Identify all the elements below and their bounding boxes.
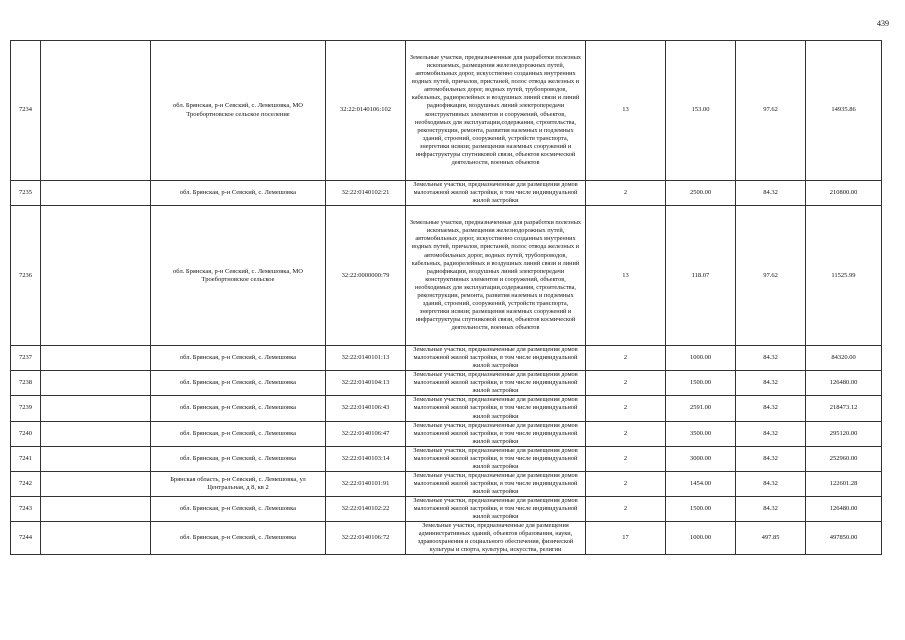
table-row (11, 496, 882, 521)
cadastral-value-table (10, 40, 882, 555)
address-cell: обл. Брянская, р-н Севский, с. Лемешовка (151, 181, 326, 206)
cadastral-number-cell: 32:22:0140104:13 (326, 371, 406, 396)
blank-cell (41, 346, 151, 371)
group-cell: 13 (586, 41, 666, 181)
specific-value-cell: 84.32 (736, 396, 806, 421)
cadastral-value-cell: 252960.00 (806, 446, 882, 471)
group-cell: 13 (586, 206, 666, 346)
cadastral-number-cell: 32:22:0140106:43 (326, 396, 406, 421)
specific-value-cell: 84.32 (736, 181, 806, 206)
cadastral-number-cell: 32:22:0140106:47 (326, 421, 406, 446)
row-number-cell: 7241 (11, 446, 41, 471)
blank-cell (41, 522, 151, 555)
area-cell: 3500.00 (666, 421, 736, 446)
cadastral-number-cell: 32:22:0140106:72 (326, 522, 406, 555)
row-number-cell: 7237 (11, 346, 41, 371)
row-number-cell: 7239 (11, 396, 41, 421)
row-number-cell: 7244 (11, 522, 41, 555)
blank-cell (41, 421, 151, 446)
address-cell: обл. Брянская, р-н Севский, с. Лемешовка (151, 346, 326, 371)
land-use-description-cell: Земельные участки, предназначенные для размещения домов малоэтажной жилой застройки, в том числе индивидуальной жилой застройки (406, 181, 586, 206)
row-number-cell: 7240 (11, 421, 41, 446)
group-cell: 2 (586, 181, 666, 206)
area-cell: 1000.00 (666, 346, 736, 371)
table-row (11, 346, 882, 371)
cadastral-value-cell: 14935.86 (806, 41, 882, 181)
table-body (11, 41, 882, 555)
table-row (11, 206, 882, 346)
land-use-description-cell: Земельные участки, предназначенные для разработки полезных ископаемых, размещения железнодорожных путей, автомобильных дорог, искусственно созданных внутренних водных путей, причалов, пристаней, полос отвода железных и автомобильных дорог, водных путей, трубопроводов, кабельных, радиорелейных и воздушных линий связи и линий радиофикации, воздушных линий электропередачи конструктивных элементов и сооружений, объектов, необходимых для эксплуатации,содержания, строительства, реконструкции, ремонта, развития наземных и подземных зданий, строений, сооружений, устройств транспорта, энергетики исвязи; размещения наземных сооружений и инфраструктуры спутниковой связи, объектов космической деятельности, военных объектов (406, 41, 586, 181)
area-cell: 2591.00 (666, 396, 736, 421)
specific-value-cell: 84.32 (736, 446, 806, 471)
area-cell: 3000.00 (666, 446, 736, 471)
area-cell: 1500.00 (666, 496, 736, 521)
row-number-cell: 7243 (11, 496, 41, 521)
row-number-cell: 7238 (11, 371, 41, 396)
cadastral-number-cell: 32:22:0140103:14 (326, 446, 406, 471)
cadastral-value-cell: 210800.00 (806, 181, 882, 206)
address-cell: обл. Брянская, р-н Севский, с. Лемешовка (151, 371, 326, 396)
row-number-cell: 7236 (11, 206, 41, 346)
specific-value-cell: 97.62 (736, 41, 806, 181)
address-cell: обл. Брянская, р-н Севский, с. Лемешовка (151, 421, 326, 446)
area-cell: 1500.00 (666, 371, 736, 396)
land-use-description-cell: Земельные участки, предназначенные для разработки полезных ископаемых, размещения железнодорожных путей, автомобильных дорог, искусственно созданных внутренних водных путей, причалов, пристаней, полос отвода железных и автомобильных дорог, водных путей, трубопроводов, кабельных, радиорелейных и воздушных линий связи и линий радиофикации, воздушных линий электропередачи конструктивных элементов и сооружений, объектов, необходимых для эксплуатации,содержания, строительства, реконструкции, ремонта, развития наземных и подземных зданий, строений, сооружений, устройств транспорта, энергетики исвязи; размещения наземных сооружений и инфраструктуры спутниковой связи, объектов космической деятельности, военных объектов (406, 206, 586, 346)
cadastral-number-cell: 32:22:0140101:13 (326, 346, 406, 371)
cadastral-value-cell: 122601.28 (806, 471, 882, 496)
land-use-description-cell: Земельные участки, предназначенные для размещения домов малоэтажной жилой застройки, в том числе индивидуальной жилой застройки (406, 371, 586, 396)
blank-cell (41, 446, 151, 471)
address-cell: обл. Брянская, р-н Севский, с. Лемешовка (151, 496, 326, 521)
blank-cell (41, 496, 151, 521)
land-use-description-cell: Земельные участки, предназначенные для размещения домов малоэтажной жилой застройки, в том числе индивидуальной жилой застройки (406, 496, 586, 521)
cadastral-number-cell: 32:22:0140106:102 (326, 41, 406, 181)
page-number: 439 (877, 19, 889, 28)
address-cell: обл. Брянская, р-н Севский, с. Лемешовка, МО Троебортновское сельское (151, 206, 326, 346)
land-use-description-cell: Земельные участки, предназначенные для размещения домов малоэтажной жилой застройки, в том числе индивидуальной жилой застройки (406, 471, 586, 496)
row-number-cell: 7234 (11, 41, 41, 181)
cadastral-number-cell: 32:22:0140101:91 (326, 471, 406, 496)
blank-cell (41, 41, 151, 181)
table-row (11, 371, 882, 396)
blank-cell (41, 396, 151, 421)
area-cell: 118.07 (666, 206, 736, 346)
land-use-description-cell: Земельные участки, предназначенные для размещения домов малоэтажной жилой застройки, в том числе индивидуальной жилой застройки (406, 346, 586, 371)
land-use-description-cell: Земельные участки, предназначенные для размещения домов малоэтажной жилой застройки, в том числе индивидуальной жилой застройки (406, 396, 586, 421)
group-cell: 2 (586, 471, 666, 496)
cadastral-value-cell: 126480.00 (806, 371, 882, 396)
table-row (11, 446, 882, 471)
specific-value-cell: 84.32 (736, 346, 806, 371)
area-cell: 153.00 (666, 41, 736, 181)
specific-value-cell: 84.32 (736, 471, 806, 496)
address-cell: Брянская область, р-н Севский, с. Лемешовка, ул Центральная, д 8, кв 2 (151, 471, 326, 496)
cadastral-value-cell: 295120.00 (806, 421, 882, 446)
land-use-description-cell: Земельные участки, предназначенные для размещения домов малоэтажной жилой застройки, в том числе индивидуальной жилой застройки (406, 421, 586, 446)
area-cell: 1454.00 (666, 471, 736, 496)
land-use-description-cell: Земельные участки, предназначенные для размещения административных зданий, объектов образования, науки, здравоохранения и социального обеспечения, физической культуры и спорта, культуры, искусства, религии (406, 522, 586, 555)
row-number-cell: 7242 (11, 471, 41, 496)
specific-value-cell: 84.32 (736, 496, 806, 521)
specific-value-cell: 497.85 (736, 522, 806, 555)
group-cell: 2 (586, 371, 666, 396)
blank-cell (41, 206, 151, 346)
cadastral-value-cell: 126480.00 (806, 496, 882, 521)
group-cell: 2 (586, 396, 666, 421)
land-use-description-cell: Земельные участки, предназначенные для размещения домов малоэтажной жилой застройки, в том числе индивидуальной жилой застройки (406, 446, 586, 471)
group-cell: 17 (586, 522, 666, 555)
cadastral-value-cell: 497850.00 (806, 522, 882, 555)
specific-value-cell: 97.62 (736, 206, 806, 346)
cadastral-number-cell: 32:22:0140102:21 (326, 181, 406, 206)
address-cell: обл. Брянская, р-н Севский, с. Лемешовка (151, 396, 326, 421)
cadastral-value-cell: 84320.00 (806, 346, 882, 371)
cadastral-value-cell: 218473.12 (806, 396, 882, 421)
blank-cell (41, 371, 151, 396)
address-cell: обл. Брянская, р-н Севский, с. Лемешовка, МО Троебортновское сельское поселение (151, 41, 326, 181)
specific-value-cell: 84.32 (736, 421, 806, 446)
area-cell: 1000.00 (666, 522, 736, 555)
table-row (11, 421, 882, 446)
cadastral-number-cell: 32:22:0000000:79 (326, 206, 406, 346)
blank-cell (41, 181, 151, 206)
address-cell: обл. Брянская, р-н Севский, с. Лемешовка (151, 446, 326, 471)
group-cell: 2 (586, 496, 666, 521)
cadastral-value-cell: 11525.99 (806, 206, 882, 346)
table-row (11, 396, 882, 421)
group-cell: 2 (586, 421, 666, 446)
table-row (11, 522, 882, 555)
address-cell: обл. Брянская, р-н Севский, с. Лемешовка (151, 522, 326, 555)
group-cell: 2 (586, 346, 666, 371)
row-number-cell: 7235 (11, 181, 41, 206)
specific-value-cell: 84.32 (736, 371, 806, 396)
blank-cell (41, 471, 151, 496)
table-row (11, 181, 882, 206)
group-cell: 2 (586, 446, 666, 471)
table-row (11, 41, 882, 181)
table-row (11, 471, 882, 496)
cadastral-number-cell: 32:22:0140102:22 (326, 496, 406, 521)
area-cell: 2500.00 (666, 181, 736, 206)
